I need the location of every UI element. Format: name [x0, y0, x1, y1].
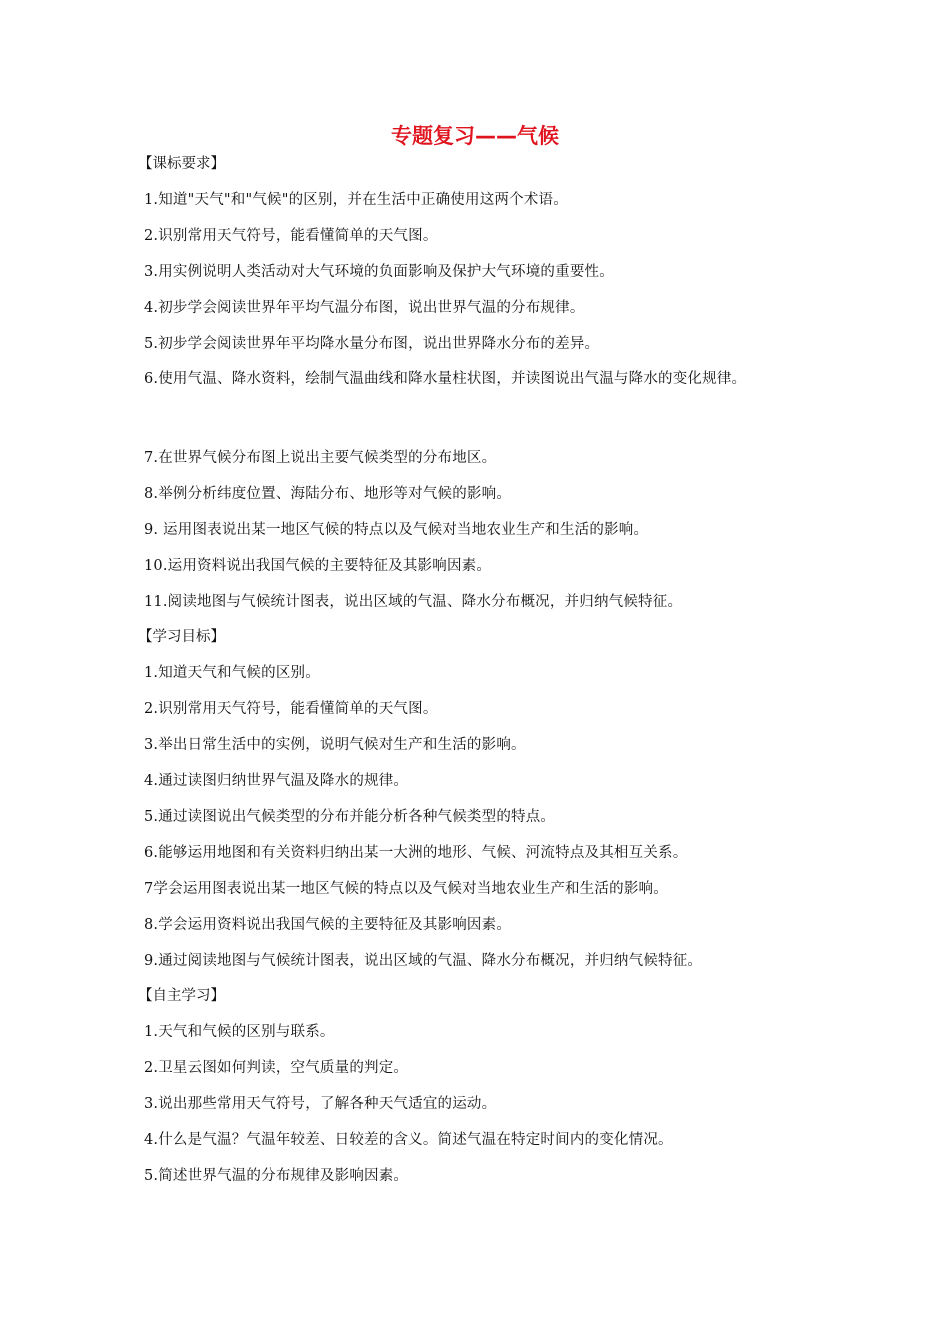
list-item: 3.举出日常生活中的实例，说明气候对生产和生活的影响。	[144, 737, 526, 753]
list-item: 8.举例分析纬度位置、海陆分布、地形等对气候的影响。	[144, 486, 512, 502]
list-item: 3.用实例说明人类活动对大气环境的负面影响及保护大气环境的重要性。	[144, 264, 614, 280]
list-item: 8.学会运用资料说出我国气候的主要特征及其影响因素。	[144, 917, 512, 933]
list-item: 6.使用气温、降水资料，绘制气温曲线和降水量柱状图，并读图说出气温与降水的变化规律。	[144, 371, 747, 387]
list-item: 5.通过读图说出气候类型的分布并能分析各种气候类型的特点。	[144, 809, 556, 825]
list-item: 4.通过读图归纳世界气温及降水的规律。	[144, 773, 409, 789]
list-item: 11.阅读地图与气候统计图表，说出区域的气温、降水分布概况，并归纳气候特征。	[144, 594, 683, 610]
list-item: 1.知道"天气"和"气候"的区别，并在生活中正确使用这两个术语。	[144, 192, 568, 208]
list-item: 1.知道天气和气候的区别。	[144, 665, 320, 681]
list-item: 7学会运用图表说出某一地区气候的特点以及气候对当地农业生产和生活的影响。	[144, 881, 668, 897]
list-item: 6.能够运用地图和有关资料归纳出某一大洲的地形、气候、河流特点及其相互关系。	[144, 845, 688, 861]
list-item: 1.天气和气候的区别与联系。	[144, 1024, 335, 1040]
list-item: 3.说出那些常用天气符号，了解各种天气适宜的运动。	[144, 1096, 497, 1112]
list-item: 10.运用资料说出我国气候的主要特征及其影响因素。	[144, 558, 492, 574]
list-item: 4.什么是气温？气温年较差、日较差的含义。简述气温在特定时间内的变化情况。	[144, 1132, 673, 1148]
list-item: 7.在世界气候分布图上说出主要气候类型的分布地区。	[144, 450, 497, 466]
section-heading-self-study: 【自主学习】	[138, 988, 225, 1004]
page-title: 专题复习——气候	[391, 124, 559, 148]
list-item: 2.识别常用天气符号，能看懂简单的天气图。	[144, 701, 438, 717]
section-heading-objectives: 【学习目标】	[138, 629, 225, 645]
list-item: 2.识别常用天气符号，能看懂简单的天气图。	[144, 228, 438, 244]
list-item: 4.初步学会阅读世界年平均气温分布图，说出世界气温的分布规律。	[144, 300, 585, 316]
section-heading-curriculum: 【课标要求】	[138, 156, 225, 172]
list-item: 9. 运用图表说出某一地区气候的特点以及气候对当地农业生产和生活的影响。	[144, 522, 649, 538]
list-item: 9.通过阅读地图与气候统计图表，说出区域的气温、降水分布概况，并归纳气候特征。	[144, 953, 703, 969]
list-item: 5.初步学会阅读世界年平均降水量分布图，说出世界降水分布的差异。	[144, 336, 600, 352]
list-item: 2.卫星云图如何判读，空气质量的判定。	[144, 1060, 409, 1076]
list-item: 5.简述世界气温的分布规律及影响因素。	[144, 1168, 409, 1184]
